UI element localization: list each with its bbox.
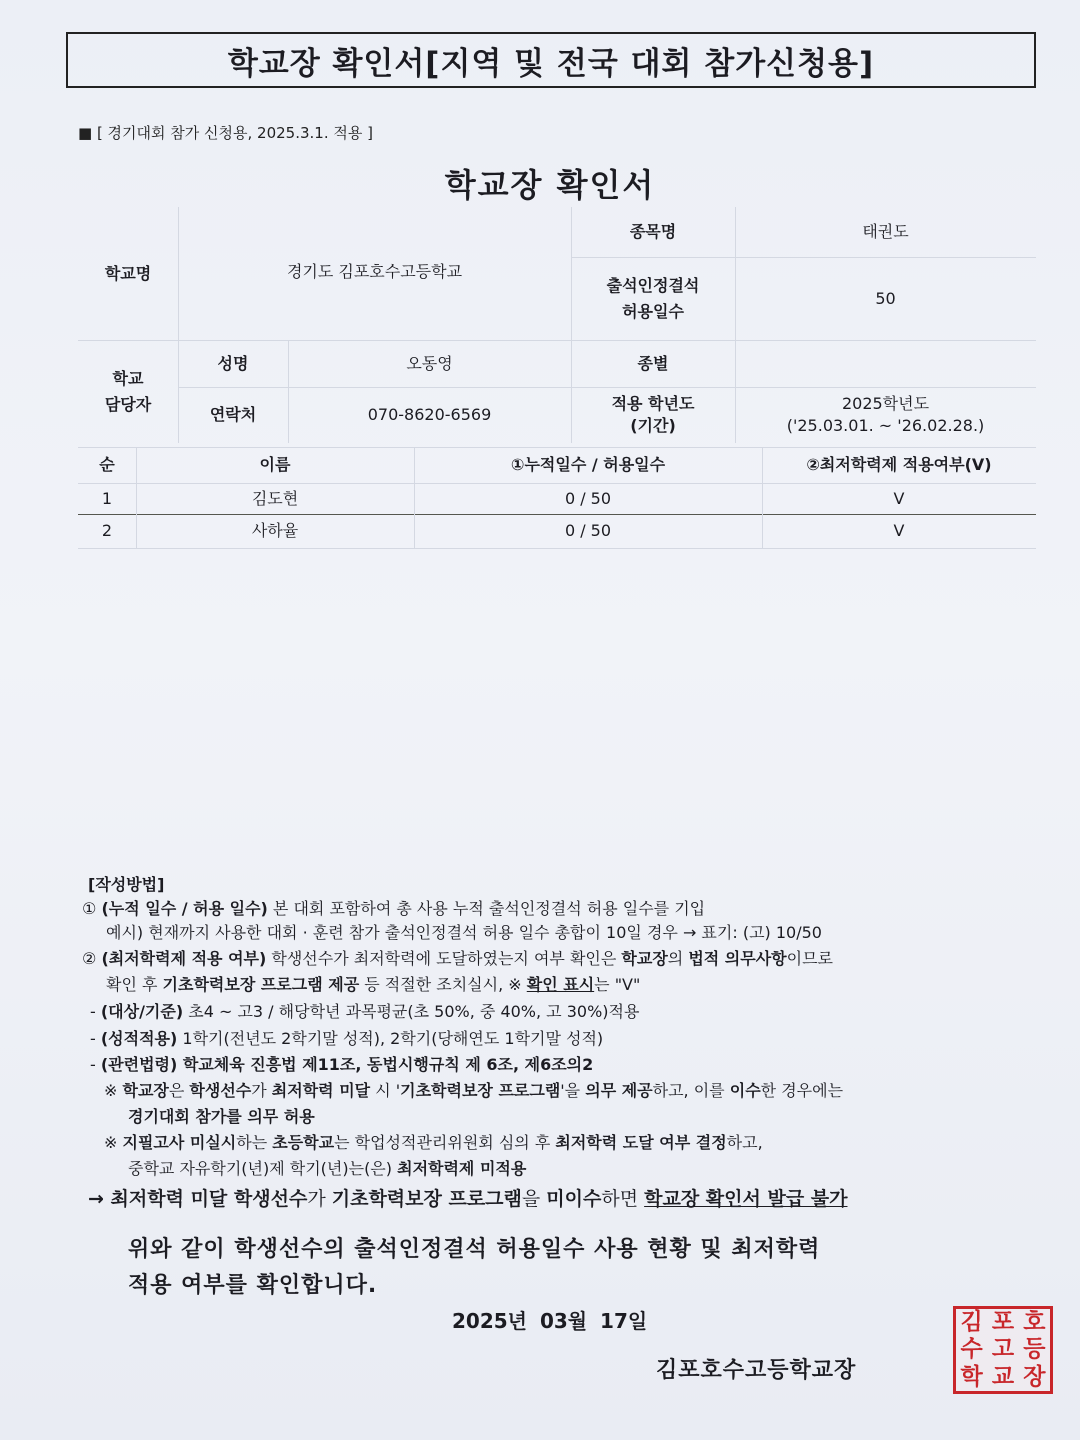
instruction-line-11: 중학교 자유학기(년)제 학기(년)는(은) 최저학력제 미적용: [128, 1159, 527, 1178]
confirmation-line-1: 위와 같이 학생선수의 출석인정결석 허용일수 사용 현황 및 최저학력: [128, 1237, 821, 1262]
header-title: 학교장 확인서[지역 및 전국 대회 참가신청용]: [66, 32, 1036, 88]
manager-label: [78, 340, 178, 443]
year-label-line2: (기간): [630, 416, 676, 435]
category-value: [735, 340, 1036, 387]
col-header-days: ①누적일수 / 허용일수: [510, 455, 666, 475]
col-header-check: ②최저학력제 적용여부(V): [806, 455, 992, 475]
row-days: 0 / 50: [564, 521, 612, 541]
row-no: 1: [101, 488, 113, 508]
event-label: 종목명: [629, 222, 677, 242]
manager-label-line2: 담당자: [104, 394, 152, 414]
year-value-line2: ('25.03.01. ~ '26.02.28.): [786, 416, 985, 435]
school-label: 학교명: [104, 263, 152, 283]
row-no: 2: [101, 521, 113, 541]
document-title: 학교장 확인서: [444, 166, 656, 204]
confirmation-line-2: 적용 여부를 확인합니다.: [128, 1273, 378, 1298]
principal-seal-stamp: 김 포 호 수 고 등 학 교 장: [953, 1306, 1053, 1394]
name-label: 성명: [217, 353, 249, 373]
row-check: V: [893, 488, 905, 508]
instruction-line-3: ② (최저학력제 적용 여부) 학생선수가 최저학력에 도달하였는지 여부 확인은 학교장의 법적 의무사항이므로: [82, 949, 834, 968]
contact-label: 연락처: [209, 405, 257, 425]
allowed-days-value: 50: [875, 288, 896, 308]
instruction-line-9: 경기대회 참가를 의무 허용: [128, 1107, 315, 1126]
row-check: V: [893, 521, 905, 541]
allowed-days-label-line2: 허용일수: [622, 301, 684, 321]
year-value: [735, 387, 1036, 443]
allowed-days-label-line1: 출석인정결석: [606, 275, 700, 295]
issue-date: 2025년 03월 17일: [452, 1309, 648, 1333]
issuer-name: 김포호수고등학교장: [656, 1358, 857, 1383]
instruction-line-12: → 최저학력 미달 학생선수가 기초학력보장 프로그램을 미이수하면 학교장 확인서 발급 불가: [88, 1188, 848, 1210]
col-header-no: 순: [99, 455, 115, 475]
instruction-line-10: ※ 지필고사 미실시하는 초등학교는 학업성적관리위원회 심의 후 최저학력 도달 여부 결정하고,: [104, 1133, 763, 1152]
instruction-line-8: ※ 학교장은 학생선수가 최저학력 미달 시 '기초학력보장 프로그램'을 의무 제공하고, 이를 이수한 경우에는: [104, 1081, 844, 1100]
row-name: 김도현: [251, 488, 299, 508]
name-value: 오동영: [406, 353, 453, 373]
year-label: [571, 387, 735, 443]
student-list: [78, 447, 1036, 549]
manager-label-line1: 학교: [112, 368, 144, 388]
confirmation-statement: [128, 1232, 820, 1304]
category-label: 종별: [637, 353, 669, 373]
instruction-line-4: 확인 후 기초학력보장 프로그램 제공 등 적절한 조치실시, ※ 확인 표시는 "V": [106, 975, 641, 994]
col-header-name: 이름: [259, 455, 291, 475]
row-days: 0 / 50: [564, 488, 612, 508]
instruction-line-1: ① (누적 일수 / 허용 일수) 본 대회 포함하여 총 사용 누적 출석인정결석 허용 일수를 기입: [82, 899, 706, 918]
event-value: 태권도: [862, 222, 909, 242]
instruction-line-7: - (관련법령) 학교체육 진흥법 제11조, 동법시행규칙 제 6조, 제6조의2: [90, 1055, 594, 1074]
row-name: 사하율: [251, 521, 299, 541]
instruction-line-6: - (성적적용) 1학기(전년도 2학기말 성적), 2학기(당해연도 1학기말 성적): [90, 1029, 604, 1048]
year-value-line1: 2025학년도: [841, 393, 930, 413]
info-table: [78, 207, 1036, 443]
contact-value: 070-8620-6569: [367, 405, 492, 425]
instructions-title: [작성방법]: [88, 875, 165, 894]
school-value: 경기도 김포호수고등학교: [286, 262, 463, 281]
year-label-line1: 적용 학년도: [611, 393, 695, 413]
allowed-days-label: [571, 257, 735, 340]
instruction-line-5: - (대상/기준) 초4 ~ 고3 / 해당학년 과목평균(초 50%, 중 40%, 고 30%)적용: [90, 1002, 640, 1021]
instruction-line-2: 예시) 현재까지 사용한 대회 · 훈련 참가 출석인정결석 허용 일수 총합이 10일 경우 → 표기: (고) 10/50: [106, 923, 822, 942]
form-tag: ■ [ 경기대회 참가 신청용, 2025.3.1. 적용 ]: [78, 124, 373, 142]
